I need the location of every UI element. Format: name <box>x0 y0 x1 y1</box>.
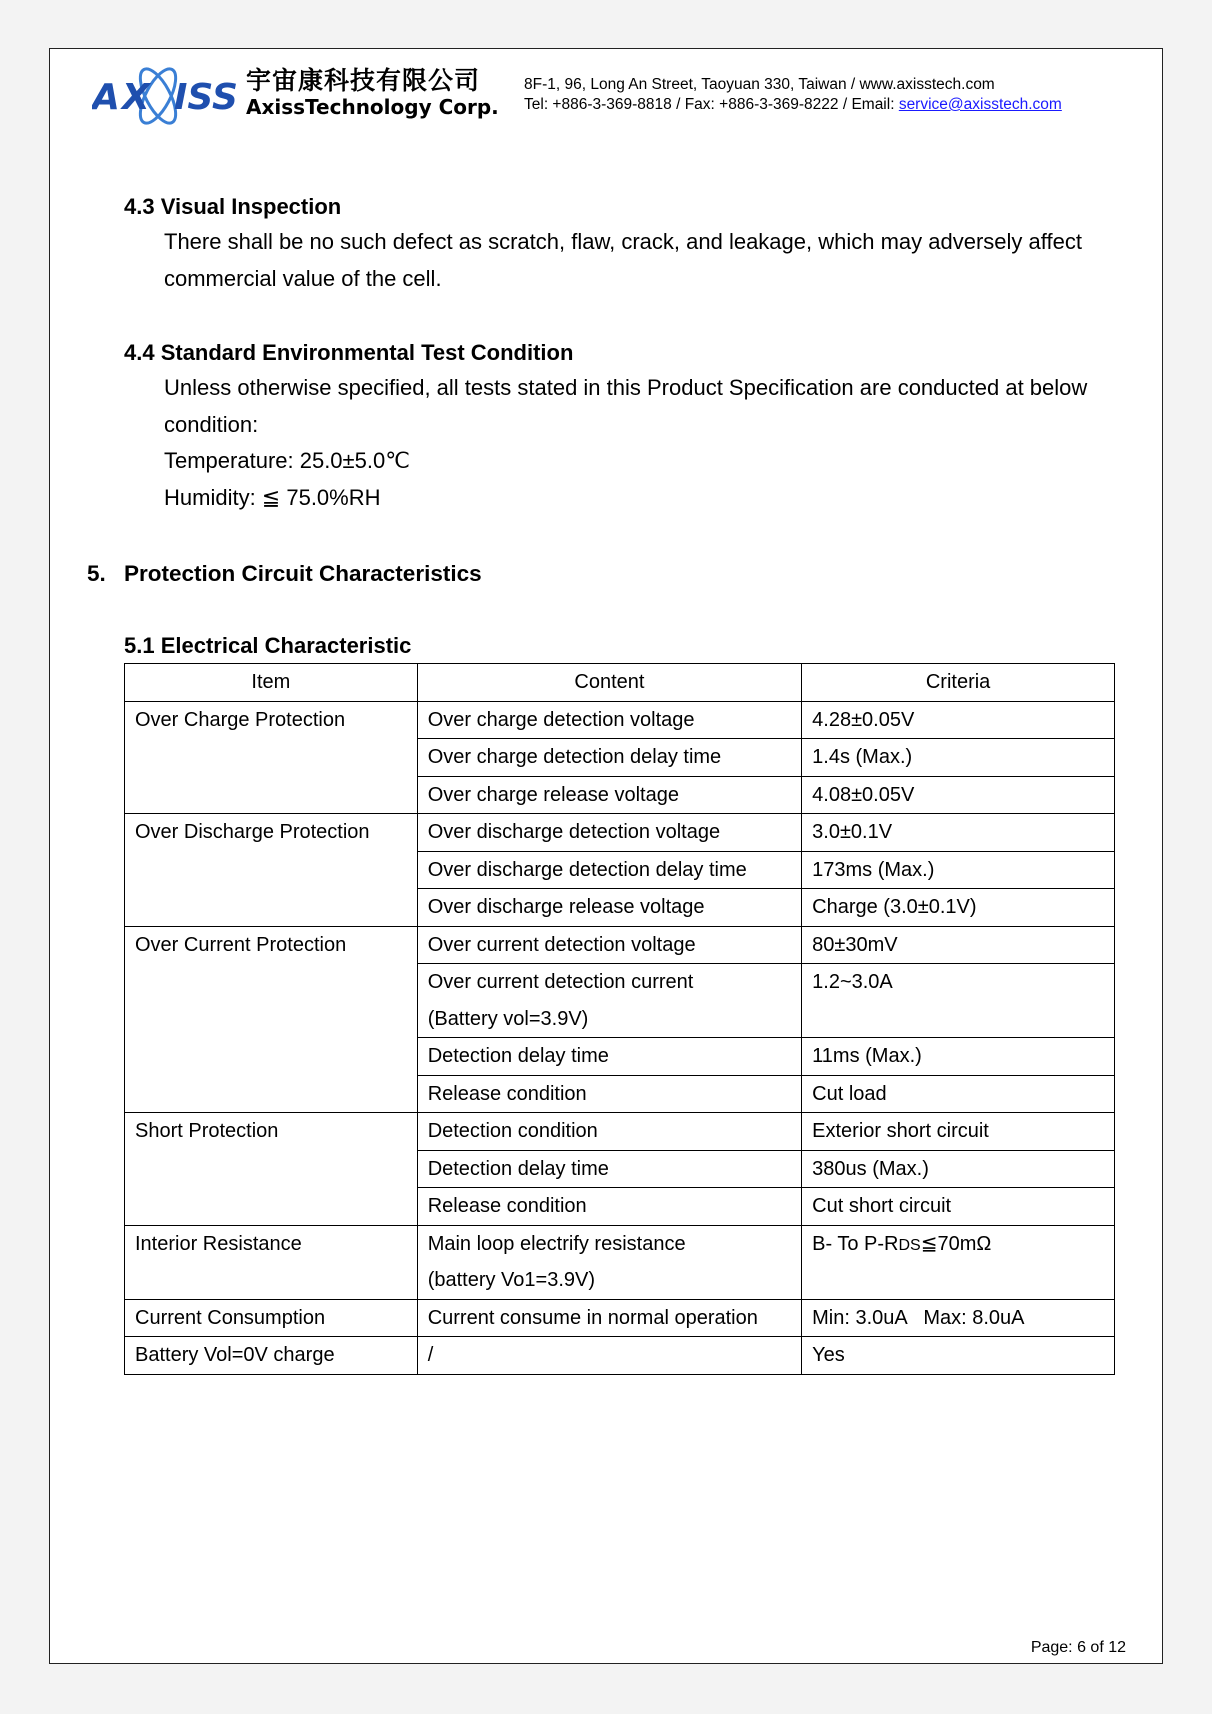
content-cell: Over current detection voltage <box>417 926 801 964</box>
content-cell: Over charge release voltage <box>417 776 801 814</box>
criteria-cell: Cut load <box>802 1075 1115 1113</box>
content-cell: Detection delay time <box>417 1150 801 1188</box>
criteria-text: ≦70mΩ <box>920 1232 992 1255</box>
visual-inspection-paragraph: There shall be no such defect as scratch, flaw, crack, and leakage, which may adversely affect commercial value of the cell. <box>164 229 1082 291</box>
content-line: (battery Vo1=3.9V) <box>427 1269 596 1291</box>
table-row <box>125 926 1115 964</box>
test-condition-text <box>164 370 1144 516</box>
table-row <box>125 1299 1115 1337</box>
document-page <box>49 48 1163 1664</box>
criteria-cell <box>802 1225 1115 1299</box>
heading-4-3: 4.3 Visual Inspection <box>124 194 342 219</box>
content-cell: Over charge detection voltage <box>417 701 801 739</box>
criteria-cell: 173ms (Max.) <box>802 851 1115 889</box>
svg-text:X: X <box>122 77 150 118</box>
table-row <box>125 1225 1115 1299</box>
table-row <box>125 1113 1115 1151</box>
content-cell: / <box>417 1337 801 1375</box>
criteria-cell: 380us (Max.) <box>802 1150 1115 1188</box>
criteria-cell: Charge (3.0±0.1V) <box>802 889 1115 927</box>
content-cell <box>417 1225 801 1299</box>
temperature-line: Temperature: 25.0±5.0℃ <box>164 448 410 473</box>
contact-phone-fax: Tel: +886-3-369-8818 / Fax: +886-3-369-8222 / Email: <box>524 96 899 113</box>
table-row <box>125 814 1115 852</box>
heading-5-1: 5.1 Electrical Characteristic <box>124 633 412 658</box>
content-cell: Release condition <box>417 1075 801 1113</box>
criteria-subscript: DS <box>898 1236 921 1254</box>
item-cell: Interior Resistance <box>125 1225 418 1299</box>
content-cell <box>417 964 801 1038</box>
criteria-cell: 1.4s (Max.) <box>802 739 1115 777</box>
email-link[interactable]: service@axisstech.com <box>898 96 1062 113</box>
content-cell: Detection delay time <box>417 1038 801 1076</box>
content-line: Main loop electrify resistance <box>427 1232 686 1255</box>
content-cell: Over discharge detection voltage <box>417 814 801 852</box>
item-cell: Over Current Protection <box>125 926 418 1113</box>
criteria-cell: Exterior short circuit <box>802 1113 1115 1151</box>
section-title: Protection Circuit Characteristics <box>124 561 482 586</box>
company-name-block <box>246 67 499 119</box>
content-cell: Current consume in normal operation <box>417 1299 801 1337</box>
criteria-cell: Yes <box>802 1337 1115 1375</box>
content-line: Over current detection current <box>427 971 694 993</box>
content-line: (Battery vol=3.9V) <box>427 1007 589 1030</box>
item-cell: Short Protection <box>125 1113 418 1226</box>
table-row <box>125 1337 1115 1375</box>
page-number: Page: 6 of 12 <box>1030 1639 1126 1656</box>
content-cell: Over discharge release voltage <box>417 889 801 927</box>
criteria-cell: 4.28±0.05V <box>802 701 1115 739</box>
content-cell: Over charge detection delay time <box>417 739 801 777</box>
content-cell: Detection condition <box>417 1113 801 1151</box>
item-cell: Current Consumption <box>125 1299 418 1337</box>
heading-5 <box>87 561 482 587</box>
content-cell: Over discharge detection delay time <box>417 851 801 889</box>
company-name-chinese: 宇宙康科技有限公司 <box>246 66 481 95</box>
test-condition-paragraph: Unless otherwise specified, all tests stated in this Product Specification are conducted at below condition: <box>164 375 1088 437</box>
item-cell: Over Discharge Protection <box>125 814 418 927</box>
svg-text:ISS: ISS <box>174 77 238 118</box>
table-header-row <box>125 664 1115 702</box>
criteria-cell: 3.0±0.1V <box>802 814 1115 852</box>
company-name-english: AxissTechnology Corp. <box>246 95 499 119</box>
item-cell: Over Charge Protection <box>125 701 418 814</box>
svg-text:A: A <box>92 77 120 118</box>
contact-info <box>524 75 1062 115</box>
table-row <box>125 701 1115 739</box>
criteria-cell: 80±30mV <box>802 926 1115 964</box>
content-cell: Release condition <box>417 1188 801 1226</box>
contact-line <box>524 95 1062 115</box>
criteria-cell: Min: 3.0uA Max: 8.0uA <box>802 1299 1115 1337</box>
criteria-text: B- To P-R <box>812 1232 899 1255</box>
column-header-criteria: Criteria <box>802 664 1115 702</box>
address-line: 8F-1, 96, Long An Street, Taoyuan 330, Taiwan / www.axisstech.com <box>524 76 995 93</box>
criteria-cell: 1.2~3.0A <box>802 964 1115 1038</box>
humidity-line: Humidity: ≦ 75.0%RH <box>164 484 381 510</box>
item-cell: Battery Vol=0V charge <box>125 1337 418 1375</box>
criteria-cell: Cut short circuit <box>802 1188 1115 1226</box>
criteria-cell: 11ms (Max.) <box>802 1038 1115 1076</box>
electrical-characteristic-table <box>124 663 1115 1375</box>
heading-4-4: 4.4 Standard Environmental Test Condition <box>124 340 574 365</box>
column-header-item: Item <box>125 664 418 702</box>
section-number: 5. <box>87 561 106 586</box>
column-header-content: Content <box>417 664 801 702</box>
criteria-cell: 4.08±0.05V <box>802 776 1115 814</box>
visual-inspection-text <box>164 224 1144 297</box>
axiss-logo <box>92 59 272 133</box>
